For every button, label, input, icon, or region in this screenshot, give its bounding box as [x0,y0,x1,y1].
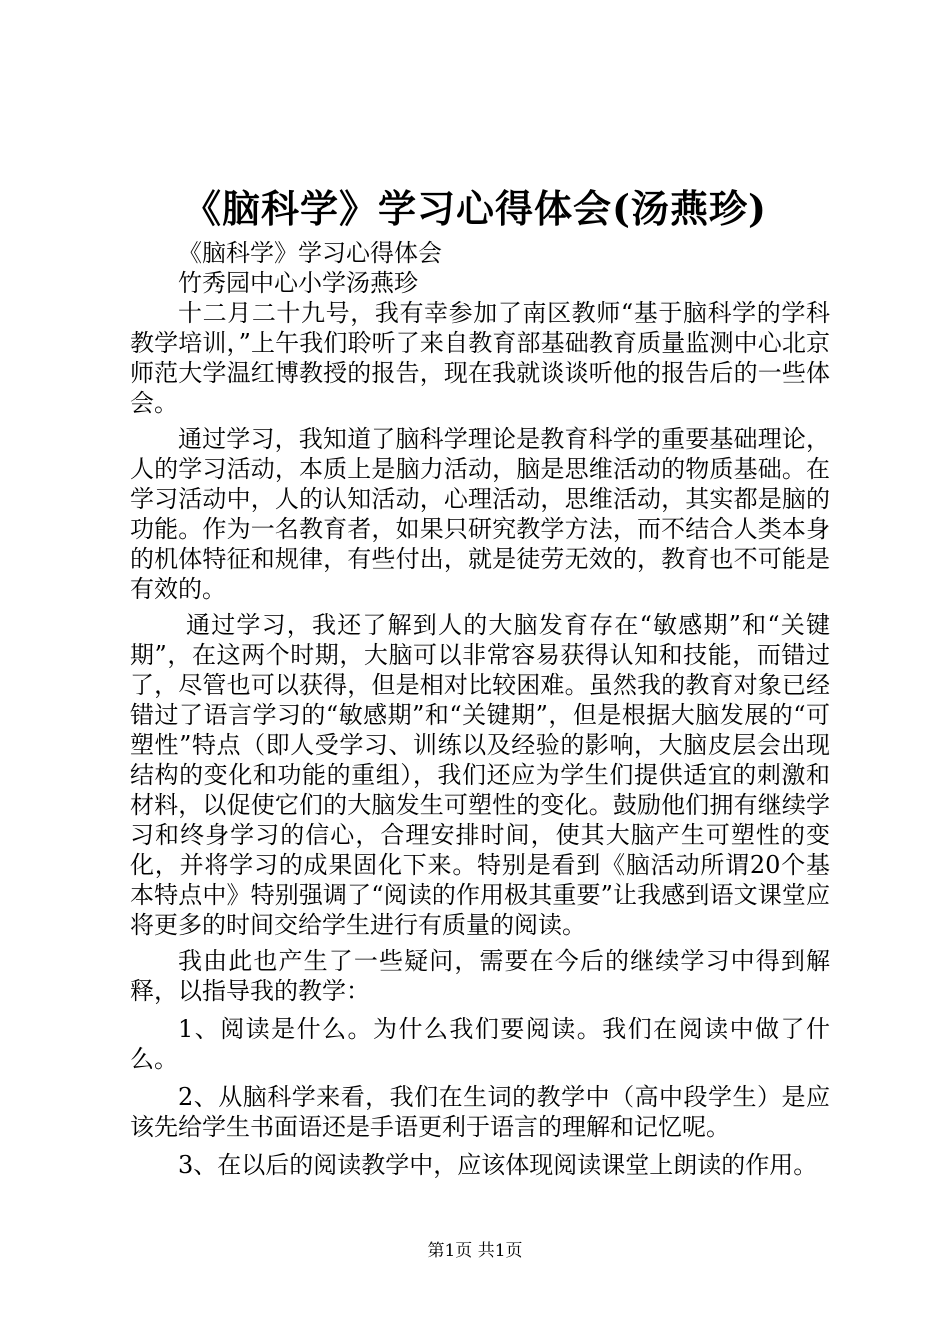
document-title: 《脑科学》学习心得体会(汤燕珍) [183,186,767,231]
page-footer: 第1页 共1页 [427,1241,523,1261]
subtitle-line: 《脑科学》学习心得体会 [178,239,442,267]
paragraph-theory: 通过学习，我知道了脑科学理论是教育科学的重要基础理论，人的学习活动，本质上是脑力活动，脑是思维活动的物质基础。在学习活动中，人的认知活动，心理活动，思维活动，其实都是脑的功能。作为一名教育者，如果只研究教学方法，而不结合人类本身的机体特征和规律，有些付出，就是徒劳无效的，教育也不可能是有效的。 [130,425,830,603]
document-body [130,238,830,1180]
question-item-1: 1、阅读是什么。为什么我们要阅读。我们在阅读中做了什么。 [130,1015,830,1073]
paragraph-questions: 我由此也产生了一些疑问，需要在今后的继续学习中得到解释，以指导我的教学： [130,947,830,1005]
paragraph-sensitive-period: 通过学习，我还了解到人的大脑发育存在“敏感期”和“关键期”，在这两个时期，大脑可以非常容易获得认知和技能，而错过了，尽管也可以获得，但是相对比较困难。虽然我的教育对象已经错过了语言学习的“敏感期”和“关键期”，但是根据大脑发展的“可塑性”特点（即人受学习、训练以及经验的影响，大脑皮层会出现结构的变化和功能的重组），我们还应为学生们提供适宜的刺激和材料，以促使它们的大脑发生可塑性的变化。鼓励他们拥有继续学习和终身学习的信心，合理安排时间，使其大脑产生可塑性的变化，并将学习的成果固化下来。特别是看到《脑活动所谓20个基本特点中》特别强调了“阅读的作用极其重要”让我感到语文课堂应将更多的时间交给学生进行有质量的阅读。 [130,611,830,939]
question-item-2: 2、从脑科学来看，我们在生词的教学中（高中段学生）是应该先给学生书面语还是手语更利于语言的理解和记忆呢。 [130,1083,830,1141]
paragraph-intro: 十二月二十九号，我有幸参加了南区教师“基于脑科学的学科教学培训，”上午我们聆听了来自教育部基础教育质量监测中心北京师范大学温红博教授的报告，现在我就谈谈听他的报告后的一些体会。 [130,299,830,417]
question-item-3: 3、在以后的阅读教学中，应该体现阅读课堂上朗读的作用。 [178,1151,818,1179]
author-line: 竹秀园中心小学汤燕珍 [178,269,418,297]
